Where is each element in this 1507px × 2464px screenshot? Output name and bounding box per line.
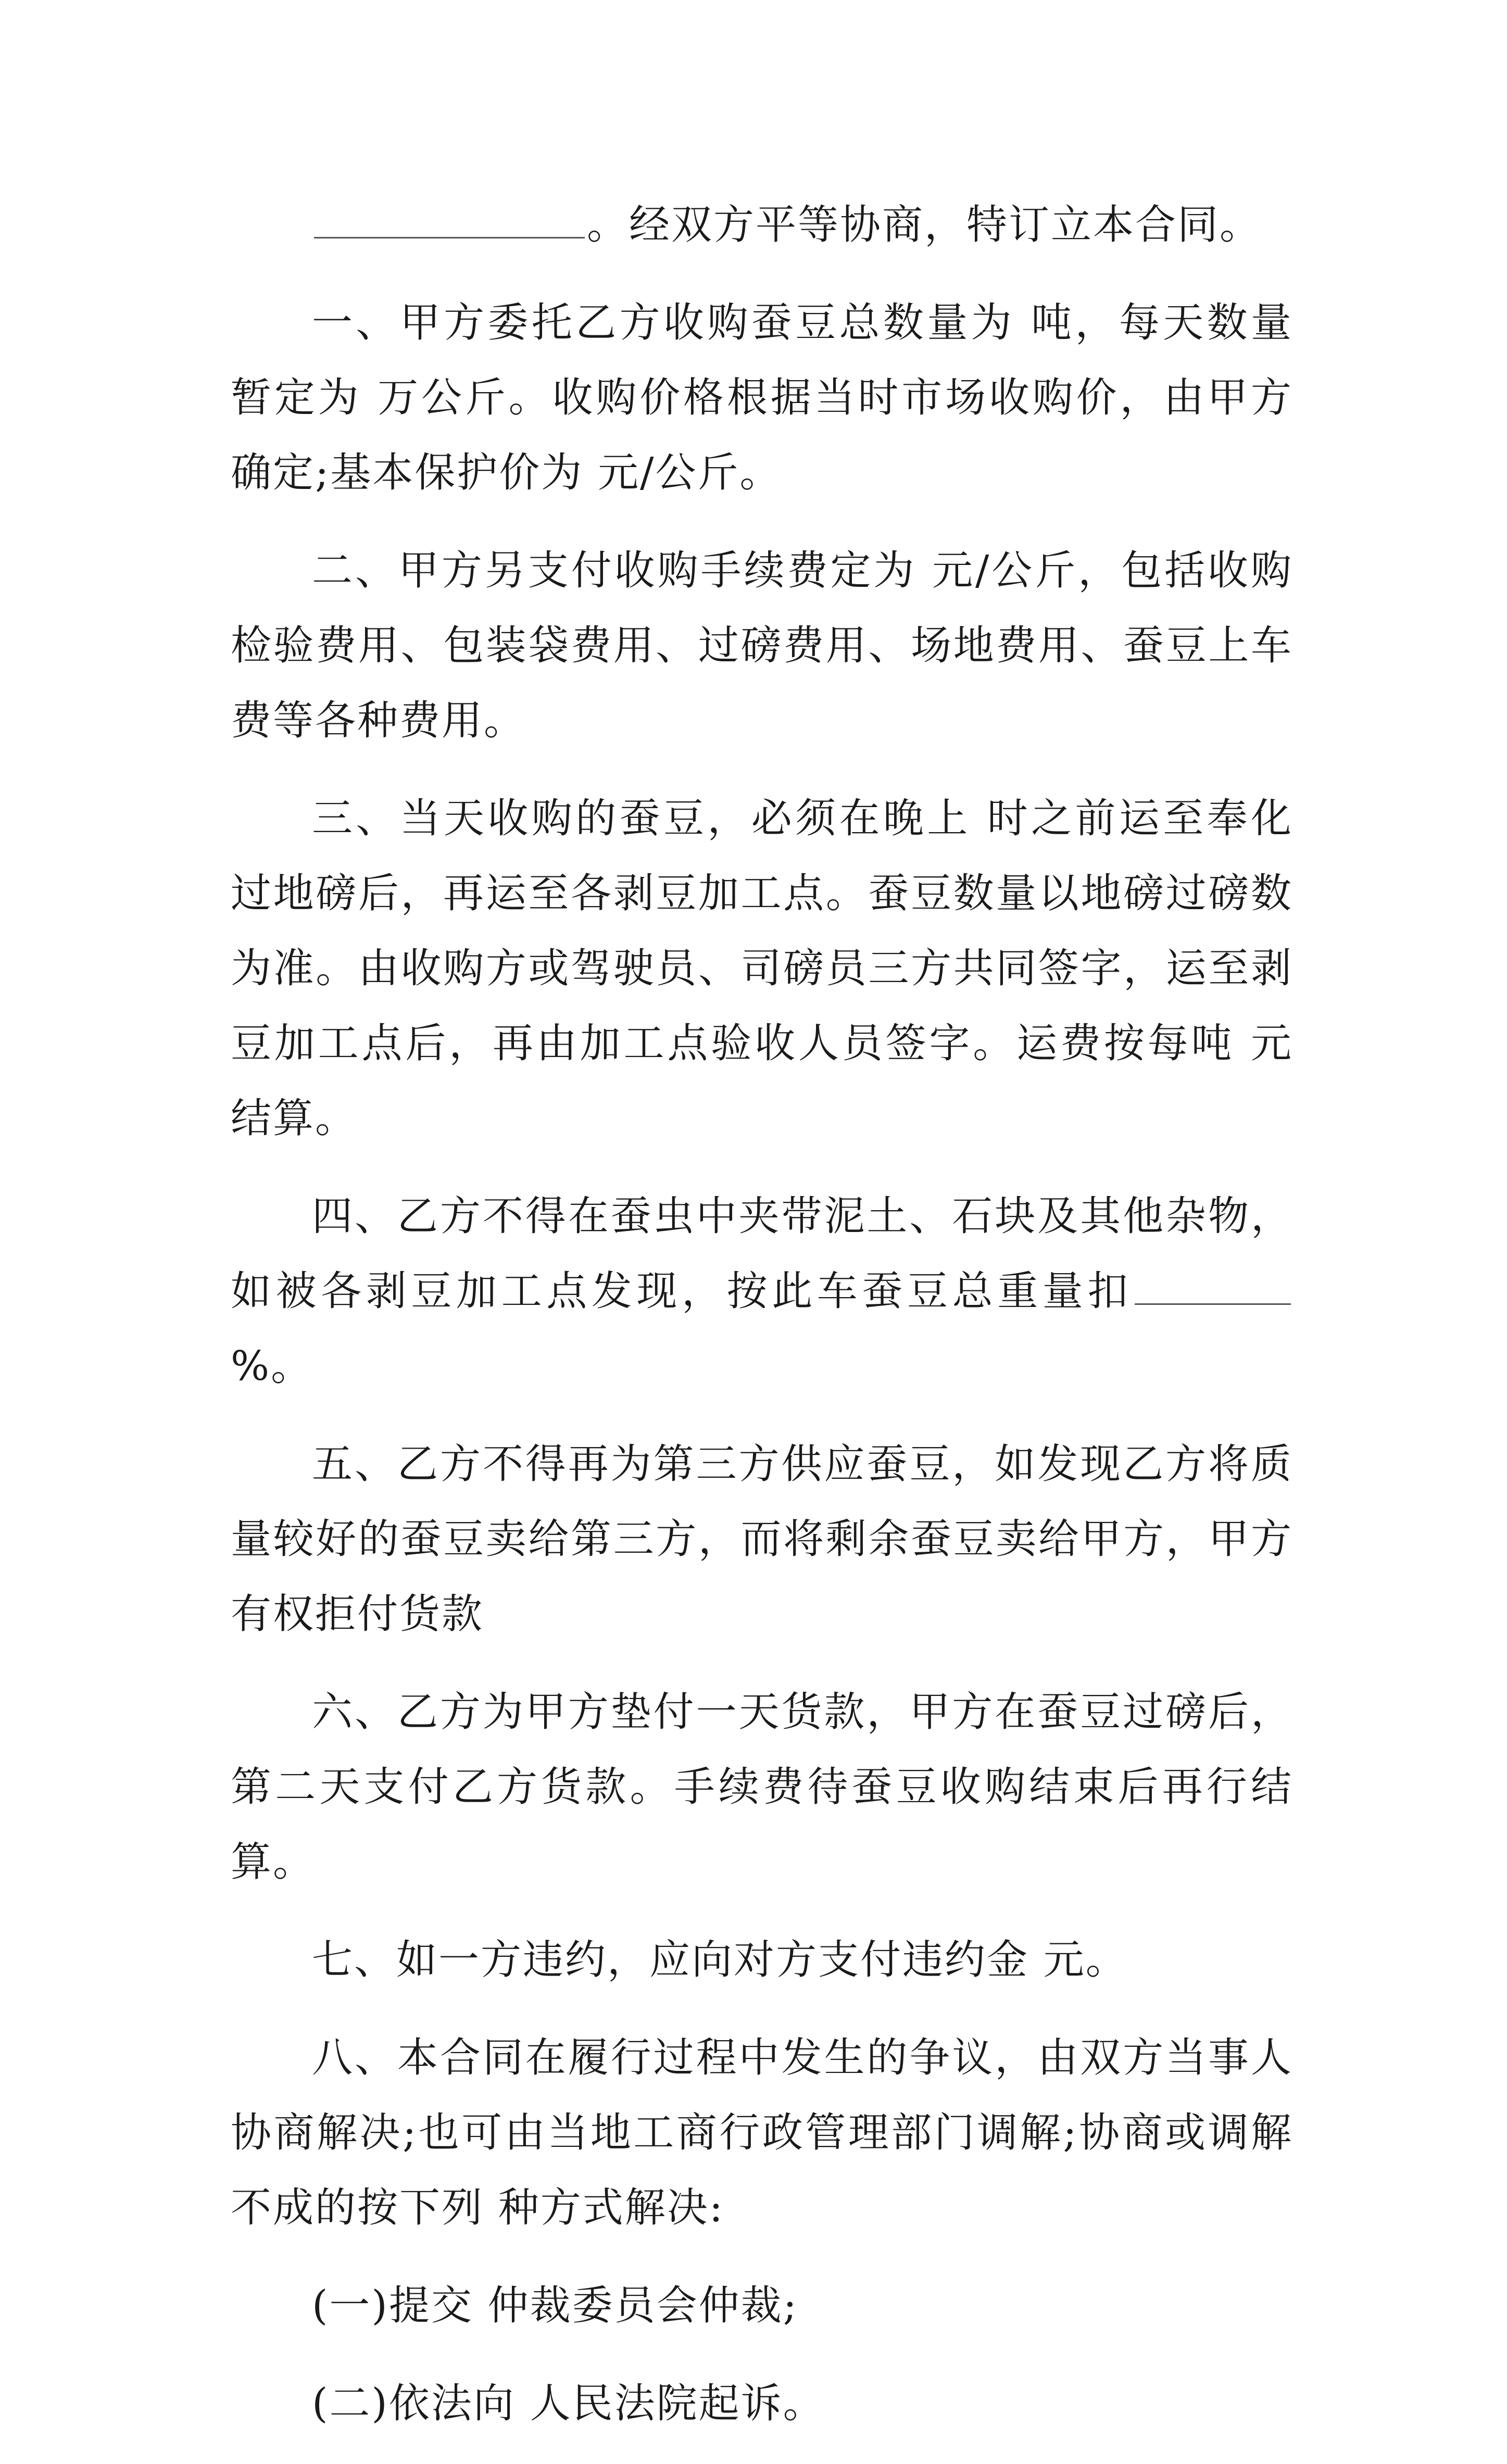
clause-5: 五、乙方不得再为第三方供应蚕豆，如发现乙方将质量较好的蚕豆卖给第三方，而将剩余蚕豆卖给甲方，甲方有权拒付货款 bbox=[231, 1441, 1293, 1638]
blank-line bbox=[1135, 1293, 1291, 1305]
clause-8-option-2: (二)依法向 人民法院起诉。 bbox=[312, 2380, 825, 2427]
clause-3: 三、当天收购的蚕豆，必须在晚上 时之前运至奉化过地磅后，再运至各剥豆加工点。蚕豆数量以地磅过磅数为准。由收购方或驾驶员、司磅员三方共同签字，运至剥豆加工点后，再由加工点验收人员签字。运费按每吨 元结算。 bbox=[231, 795, 1293, 1142]
clause-8-option-1: (一)提交 仲裁委员会仲裁; bbox=[312, 2282, 798, 2329]
clause-4 bbox=[231, 1179, 1293, 1404]
paragraph-opening-text: 。经双方平等协商，特订立本合同。 bbox=[587, 202, 1262, 248]
paragraph-opening bbox=[231, 187, 1293, 262]
clause-6: 六、乙方为甲方垫付一天货款，甲方在蚕豆过磅后，第二天支付乙方货款。手续费待蚕豆收购结束后再行结算。 bbox=[231, 1689, 1293, 1885]
clause-4-text: 四、乙方不得在蚕虫中夹带泥土、石块及其他杂物，如被各剥豆加工点发现，按此车蚕豆总重量扣 bbox=[231, 1193, 1293, 1315]
clause-8: 八、本合同在履行过程中发生的争议，由双方当事人协商解决;也可由当地工商行政管理部门调解;协商或调解不成的按下列 种方式解决: bbox=[231, 2034, 1293, 2231]
clause-4-suffix: %。 bbox=[231, 1343, 313, 1390]
contract-body bbox=[231, 187, 1293, 2464]
blank-line bbox=[314, 227, 585, 238]
clause-7: 七、如一方违约，应向对方支付违约金 元。 bbox=[312, 1937, 1128, 1983]
clause-1: 一、甲方委托乙方收购蚕豆总数量为 吨，每天数量暂定为 万公斤。收购价格根据当时市场收购价，由甲方确定;基本保护价为 元/公斤。 bbox=[231, 299, 1293, 496]
clause-2: 二、甲方另支付收购手续费定为 元/公斤，包括收购检验费用、包装袋费用、过磅费用、场地费用、蚕豆上车费等各种费用。 bbox=[231, 547, 1293, 744]
